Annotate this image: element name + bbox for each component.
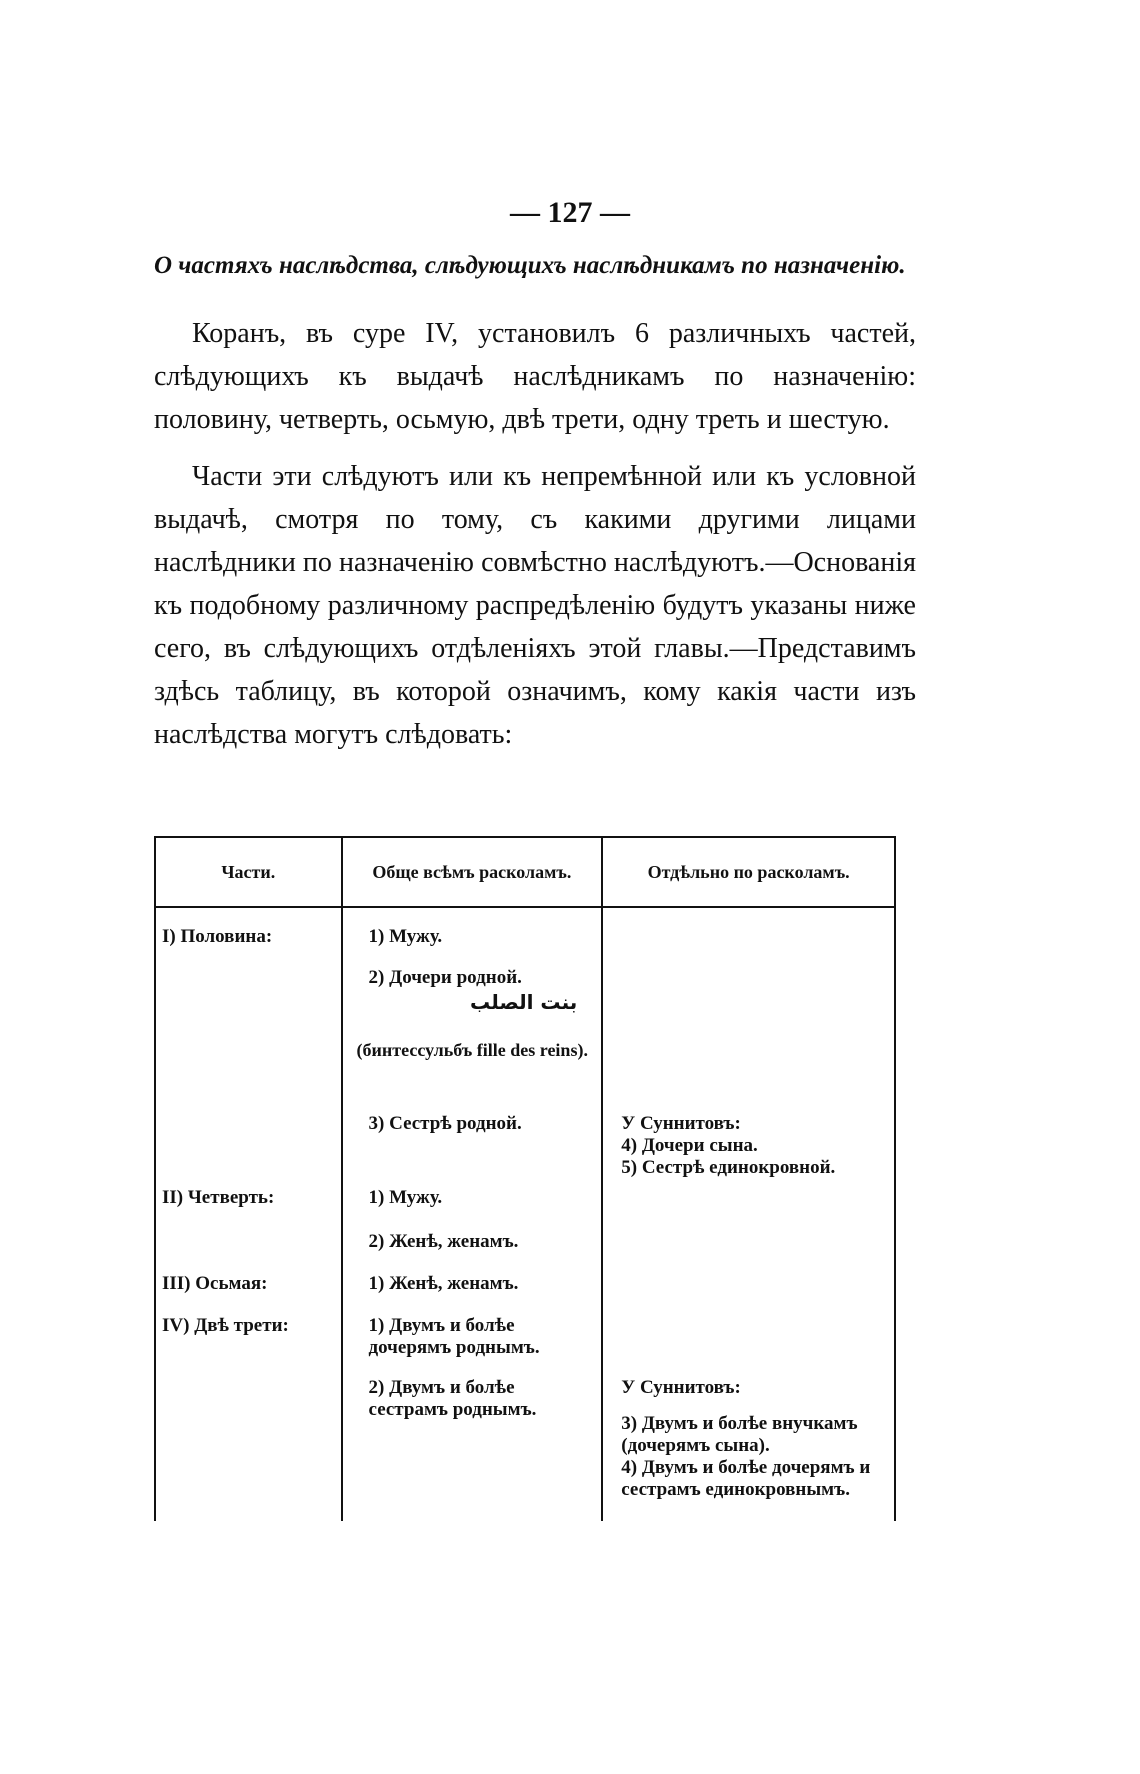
half-general-3: 3) Сестрѣ родной. [368,1113,522,1134]
paragraph: Коранъ, въ суре IV, установилъ 6 различныхъ частей, слѣдующихъ къ выдачѣ наслѣдникамъ по назначенію: половину, четверть, осьмую, двѣ трети, одну треть и шестую. [154,318,916,435]
two-thirds-special-3: 3) Двумъ и болѣе внучкамъ (дочерямъ сына). [621,1413,858,1456]
eighth-general-1: 1) Женѣ, женамъ. [368,1273,519,1294]
half-general-1: 1) Мужу. [368,926,443,947]
quarter-general-1: 1) Мужу. [368,1187,443,1208]
row-label-quarter: II) Четверть: [162,1187,275,1208]
section-heading: О частяхъ наслѣдства, слѣдующихъ наслѣдникамъ по назначенію. [154,252,906,279]
two-thirds-special-4: 4) Двумъ и болѣе дочерямъ и сестрамъ единокровнымъ. [621,1457,871,1500]
header-common: Обще всѣмъ расколамъ. [342,837,603,907]
header-separate: Отдѣльно по расколамъ. [602,837,895,907]
header-parts: Части. [155,837,342,907]
two-thirds-special-title: У Суннитовъ: [621,1377,741,1398]
quarter-general-2: 2) Женѣ, женамъ. [368,1231,519,1252]
inheritance-parts-table [154,836,896,1521]
row-label-half: I) Половина: [162,926,273,947]
row-label-two-thirds: IV) Двѣ трети: [162,1315,289,1336]
half-special-4: 4) Дочери сына. [621,1135,758,1156]
row-label-eighth: III) Осьмая: [162,1273,268,1294]
page-number: — 127 — [510,196,630,229]
two-thirds-general-1: 1) Двумъ и болѣе дочерямъ роднымъ. [368,1315,540,1358]
body-text [154,312,916,756]
half-transliteration: (бинтессульбъ fille des reins). [356,1040,588,1060]
half-special-5: 5) Сестрѣ единокровной. [621,1157,836,1178]
half-special-title: У Суннитовъ: [621,1113,741,1134]
paragraph: Части эти слѣдуютъ или къ непремѣнной или къ условной выдачѣ, смотря по тому, съ какими другими лицами наслѣдники по назначенію совмѣстно наслѣдуютъ.—Основанія къ подобному различному распредѣленію будутъ указаны ниже сего, въ слѣдующихъ отдѣленіяхъ этой главы.—Представимъ здѣсь таблицу, въ которой означимъ, кому какія части изъ наслѣдства могутъ слѣдовать: [154,461,916,750]
arabic-term: بنت الصلب [470,990,578,1014]
half-general-2: 2) Дочери родной. [368,967,522,988]
two-thirds-general-2: 2) Двумъ и болѣе сестрамъ роднымъ. [368,1377,537,1420]
